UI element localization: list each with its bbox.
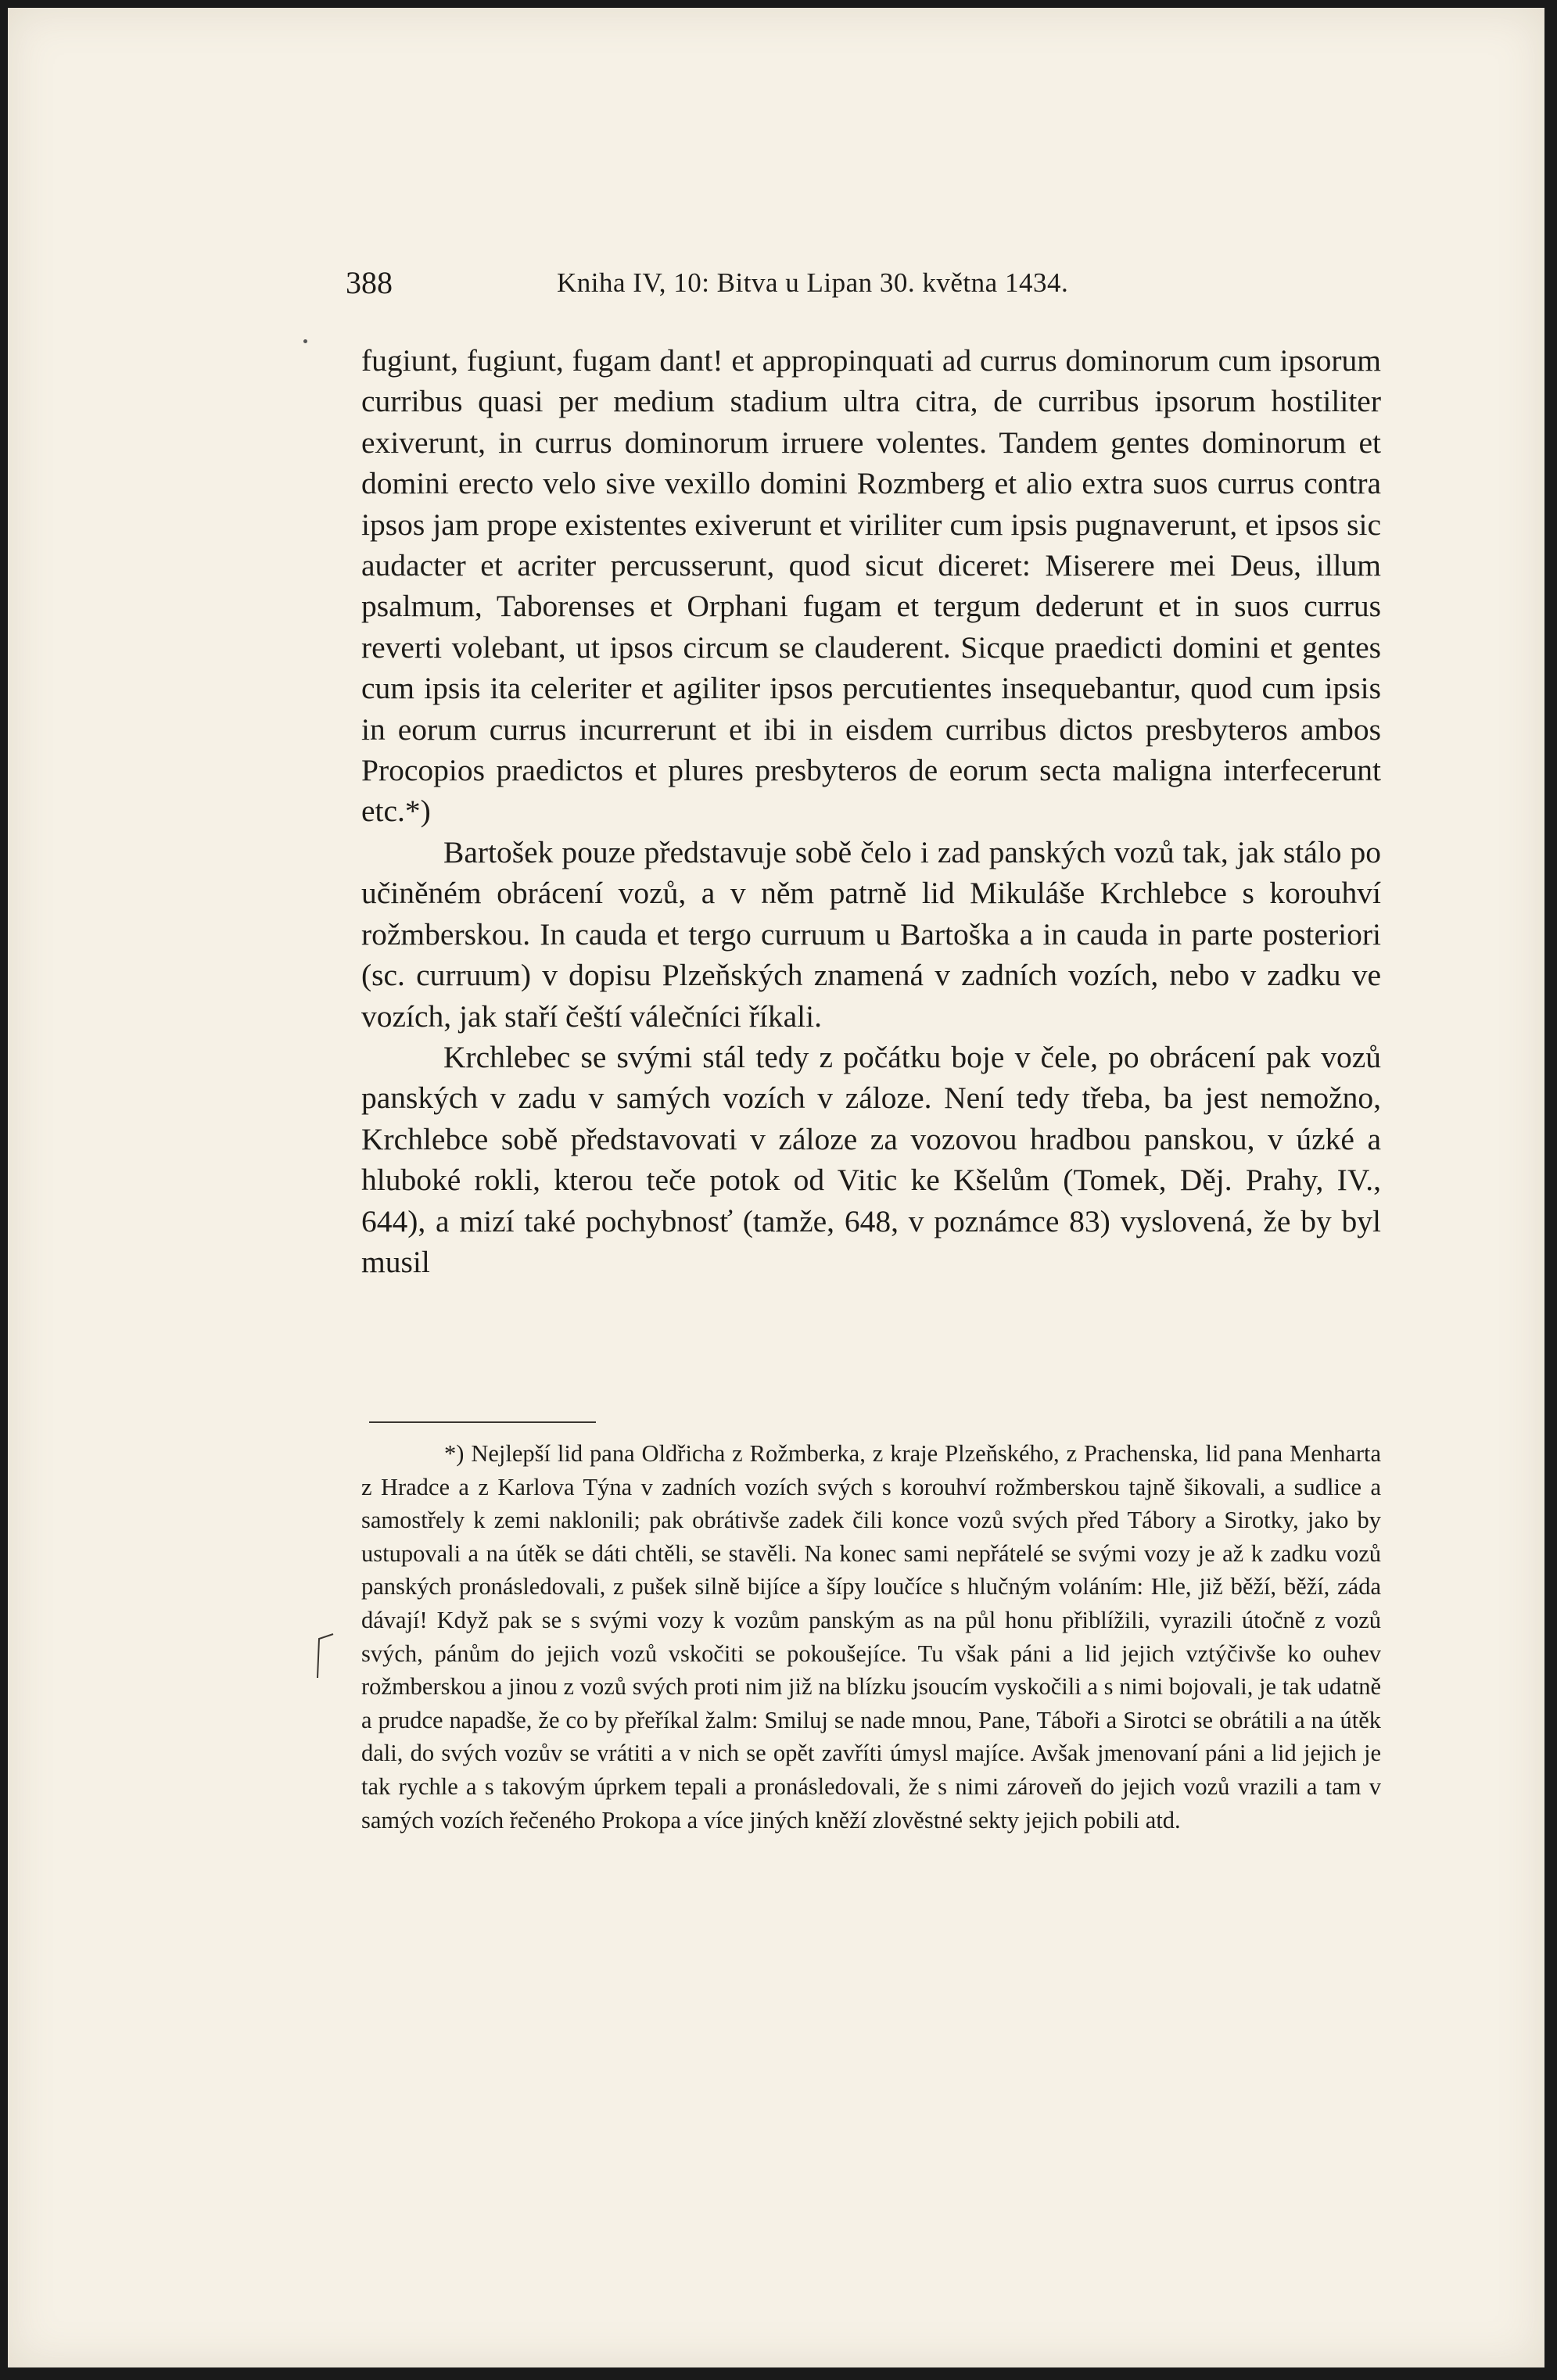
commentary-paragraph-1: Bartošek pouze představuje sobě čelo i zad panských vozů tak, jak stálo po učiněném obrácení vozů, a v něm patrně lid Mikuláše Krchlebce s korouhví rožmberskou. In cauda et tergo curruum u Bartoška a in cauda in parte posteriori (sc. curruum) v dopisu Plzeňských znamená v zadních vozích, nebo v zadku ve vozích, jak staří čeští válečníci říkali. bbox=[361, 834, 1381, 1034]
book-page bbox=[8, 8, 1544, 2367]
running-header bbox=[346, 264, 1182, 308]
print-speck bbox=[303, 339, 307, 343]
footnote-divider bbox=[369, 1421, 596, 1423]
main-text bbox=[361, 340, 1381, 1282]
page-number: 388 bbox=[346, 265, 393, 300]
margin-pencil-mark bbox=[314, 1631, 336, 1681]
commentary-paragraph-2: Krchlebec se svými stál tedy z počátku boje v čele, po obrácení pak vozů panských v zadu v samých vozích v záloze. Není tedy třeba, ba jest nemožno, Krchlebce sobě představovati v záloze za vozovou hradbou panskou, v úzké a hluboké rokli, kterou teče potok od Vitic ke Kšelům (Tomek, Děj. Prahy, IV., 644), a mizí také pochybnosť (tamže, 648, v poznámce 83) vyslovená, že by byl musil bbox=[361, 1039, 1381, 1279]
footnote-text: *) Nejlepší lid pana Oldřicha z Rožmberka, z kraje Plzeňského, z Prachenska, lid pana Menharta z Hradce a z Karlova Týna v zadních vozích svých s korouhví rožmberskou tajně šikovali, a sudlice a samostřely k zemi naklonili; pak obrátivše zadek čili konce vozů svých před Tábory a Sirotky, jako by ustupovali a na útěk se dáti chtěli, se stavěli. Na konec sami nepřátelé se svými vozy je až k zadku vozů panských pronásledovali, z pušek silně bijíce a šípy loučíce s hlučným voláním: Hle, již běží, běží, záda dávají! Když pak se s svými vozy k vozům panským as na půl honu přiblížili, vyrazili útočně z vozů svých, pánům do jejich vozů vskočiti se pokoušejíce. Tu však páni a lid jejich vztýčivše ko ouhev rožmberskou a jinou z vozů svých proti nim již na blízku jsoucím vyskočili a s nimi bojovali, je tak udatně a prudce napadše, že co by přeříkal žalm: Smiluj se nade mnou, Pane, Táboři a Sirotci se obrátili a na útěk dali, do svých vozův se vrátiti a v nich se opět zavříti úmysl majíce. Avšak jmenovaní páni a lid jejich je tak rychle a s takovým úprkem tepali a pronásledovali, že s nimi zároveň do jejich vozů vrazili a tam v samých vozích řečeného Prokopa a více jiných kněží zlověstné sekty jejich pobili atd. bbox=[361, 1440, 1381, 1833]
latin-quotation-paragraph: fugiunt, fugiunt, fugam dant! et appropinquati ad currus dominorum cum ipsorum curribus quasi per medium stadium ultra citra, de curribus ipsorum hostiliter exiverunt, in currus dominorum irruere volentes. Tandem gentes dominorum et domini erecto velo sive vexillo domini Rozmberg et alio extra suos currus contra ipsos jam prope existentes exiverunt et viriliter cum ipsis pugnaverunt, et ipsos sic audacter et acriter percusserunt, quod sicut diceret: Miserere mei Deus, illum psalmum, Taborenses et Orphani fugam et tergum dederunt et in suos currus reverti volebant, ut ipsos circum se clauderent. Sicque praedicti domini et gentes cum ipsis ita celeriter et agiliter ipsos percutientes insequebantur, quod cum ipsis in eorum currus incurrerunt et ibi in eisdem curribus dictos presbyteros ambos Procopios praedictos et plures presbyteros de eorum secta maligna interfecerunt etc.*) bbox=[361, 343, 1381, 829]
footnote bbox=[361, 1437, 1381, 1837]
running-title: Kniha IV, 10: Bitva u Lipan 30. května 1434. bbox=[557, 267, 1069, 298]
